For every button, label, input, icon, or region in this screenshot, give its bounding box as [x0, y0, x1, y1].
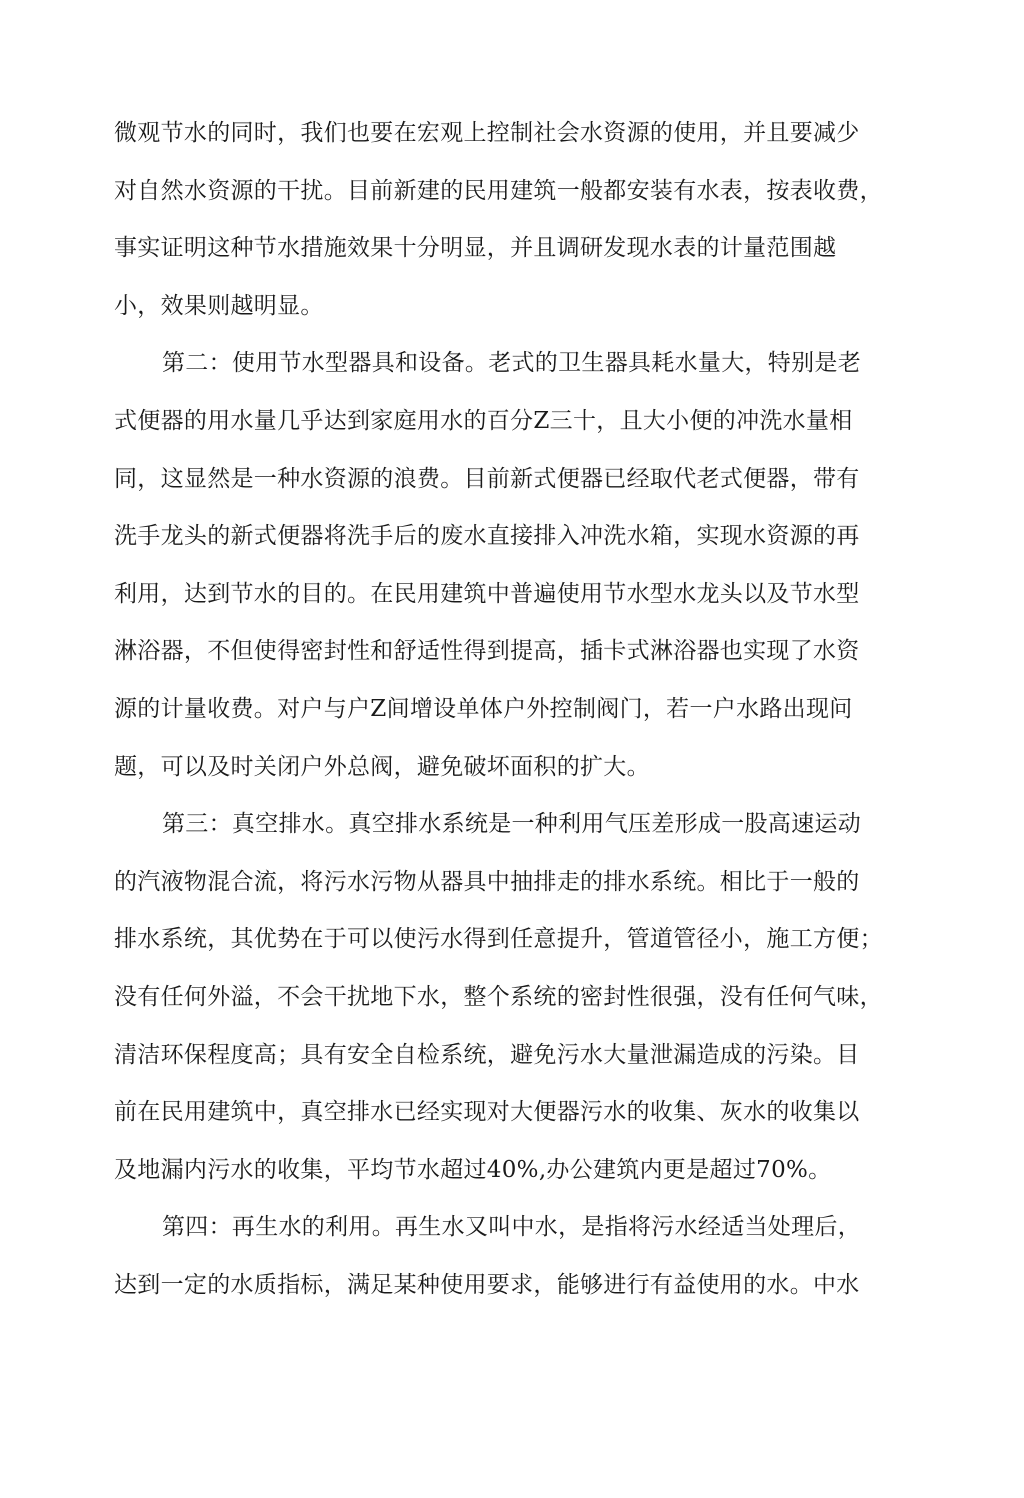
text-line: 利用，达到节水的目的。在民用建筑中普遍使用节水型水龙头以及节水型: [114, 580, 860, 607]
text-line: 题，可以及时关闭户外总阀，避免破坏面积的扩大。: [114, 753, 650, 780]
text-line: 达到一定的水质指标，满足某种使用要求，能够进行有益使用的水。中水: [114, 1271, 860, 1298]
text-line: 源的计量收费。对户与户Z间增设单体户外控制阀门，若一户水路出现问: [114, 695, 853, 722]
text-line: 洗手龙头的新式便器将洗手后的废水直接排入冲洗水箱，实现水资源的再: [114, 523, 860, 550]
text-line: 同，这显然是一种水资源的浪费。目前新式便器已经取代老式便器，带有: [114, 465, 860, 492]
text-line: 及地漏内污水的收集，平均节水超过40%,办公建筑内更是超过70%。: [114, 1156, 832, 1183]
document-body: [114, 105, 904, 1314]
text-line: 小，效果则越明显。: [114, 292, 324, 319]
text-line: 没有任何外溢，不会干扰地下水，整个系统的密封性很强，没有任何气味，: [114, 983, 883, 1010]
text-line: 淋浴器，不但使得密封性和舒适性得到提高，插卡式淋浴器也实现了水资: [114, 638, 860, 665]
text-line: 的汽液物混合流，将污水污物从器具中抽排走的排水系统。相比于一般的: [114, 868, 860, 895]
paragraph-start-line: 第三：真空排水。真空排水系统是一种利用气压差形成一股高速运动: [162, 811, 861, 838]
text-line: 对自然水资源的干扰。目前新建的民用建筑一般都安装有水表，按表收费，: [114, 177, 883, 204]
text-line: 清洁环保程度高；具有安全自检系统，避免污水大量泄漏造成的污染。目: [114, 1041, 860, 1068]
text-line: 微观节水的同时，我们也要在宏观上控制社会水资源的使用，并且要减少: [114, 120, 860, 146]
text-line: 排水系统，其优势在于可以使污水得到任意提升，管道管径小，施工方便；: [114, 926, 883, 953]
text-line: 式便器的用水量几乎达到家庭用水的百分Z三十，且大小便的冲洗水量相: [114, 407, 853, 434]
paragraph-start-line: 第四：再生水的利用。再生水又叫中水，是指将污水经适当处理后，: [162, 1214, 861, 1241]
text-line: 前在民用建筑中，真空排水已经实现对大便器污水的收集、灰水的收集以: [114, 1099, 860, 1126]
text-line: 事实证明这种节水措施效果十分明显，并且调研发现水表的计量范围越: [114, 235, 837, 262]
paragraph-start-line: 第二：使用节水型器具和设备。老式的卫生器具耗水量大，特别是老: [162, 350, 861, 377]
